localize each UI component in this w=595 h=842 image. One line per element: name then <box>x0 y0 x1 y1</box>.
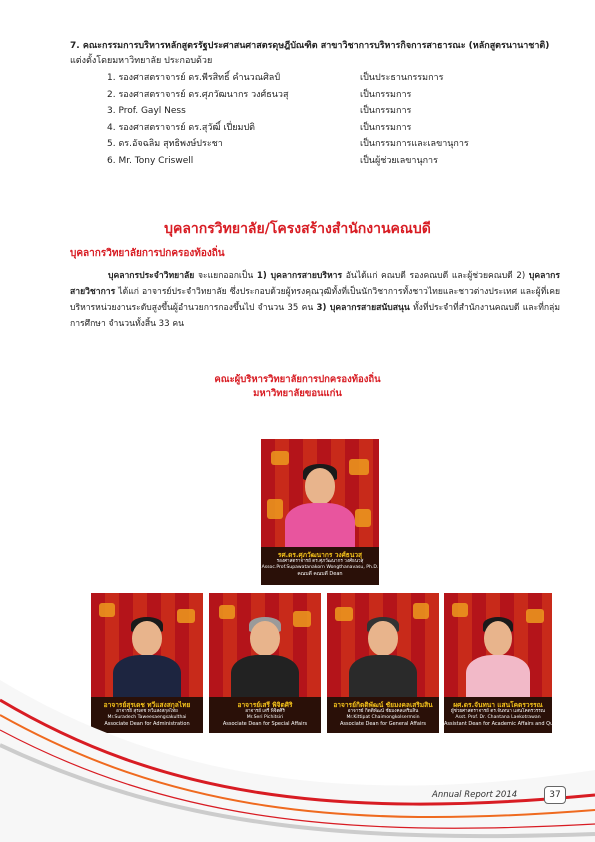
member-row <box>107 70 527 87</box>
associate-name-en: Mr.Seri Pichitsiri <box>246 714 284 720</box>
paragraph-text-3: ได้แก่ อาจารย์ประจำวิทยาลัย ซึ่งประกอบด้วยผู้ทรงคุณวุฒิทั้งที่เป็นนักวิชาการทั้งชาวไทยและชาวต่างประเทศ และผู้ที่เคยบริหารหน่วยงานระดับสูงขึ้นผู้อำนวยการกองขึ้นไป จำนวน 35 คน <box>70 287 560 313</box>
member-name: 3. Prof. Gayl Ness <box>107 106 186 117</box>
committee-title-rest: แต่งตั้งโดยมหาวิทยาลัย ประกอบด้วย <box>70 56 213 66</box>
associate-position: Associate Dean for Administration <box>104 720 190 727</box>
section-title: บุคลากรวิทยาลัย/โครงสร้างสำนักงานคณบดี <box>164 221 431 237</box>
committee-title-bold: 7. คณะกรรมการบริหารหลักสูตรรัฐประศาสนศาสตรดุษฎีบัณฑิต สาขาวิชาการบริหารกิจการสาธารณะ (หลักสูตรนานาชาติ) <box>70 41 550 51</box>
member-name: 6. Mr. Tony Criswell <box>107 155 194 166</box>
caption-line-2: มหาวิทยาลัยขอนแก่น <box>253 388 342 399</box>
member-role: เป็นผู้ช่วยเลขานุการ <box>360 155 438 166</box>
dean-position: คณบดี คณบดี Dean <box>297 571 343 578</box>
paragraph-bold-4: 3) บุคลากรสายสนับสนุน <box>316 303 410 313</box>
member-row <box>107 120 527 137</box>
associate-name: อาจารย์กิตติพัฒน์ ชัยมงคลเสริมสิน <box>333 700 433 709</box>
paragraph-text-4: ทั้งที่ประจำที่สำนักงานคณบดี และที่กลุ่มการศึกษา จำนวนทั้งสิ้น 33 คน <box>70 303 560 329</box>
dean-name-en: Assoc.Prof.Supawatanakorn Wongthanavasu, Ph.D. <box>261 565 379 571</box>
dean-portrait <box>261 439 379 585</box>
personnel-paragraph <box>70 268 560 332</box>
dean-name: รศ.ดร.ศุภวัฒนากร วงศ์ธนวสุ <box>277 551 363 560</box>
associate-name-en: Mr.Suradech Taweesaengsakulthai <box>107 714 187 720</box>
associate-name: อาจารย์เสรี พิจิตศิริ <box>237 700 293 709</box>
member-row <box>107 103 527 120</box>
member-role: เป็นประธานกรรมการ <box>360 73 444 83</box>
member-name: 2. รองศาสตราจารย์ ดร.ศุภวัฒนากร วงศ์ธนวสุ <box>107 89 289 100</box>
member-role: เป็นกรรมการ <box>360 106 412 117</box>
associate-position: Associate Dean for General Affairs <box>339 720 426 727</box>
member-row <box>107 136 527 153</box>
member-row <box>107 153 527 170</box>
member-name: 5. ดร.อัจฉลิม สุทธิพงษ์ประชา <box>107 139 223 150</box>
committee-member-list <box>107 70 527 170</box>
member-role: เป็นกรรมการ <box>360 89 412 100</box>
footer-report-label: Annual Report 2014 <box>432 790 518 800</box>
member-row <box>107 87 527 104</box>
associate-role-th: ผู้ช่วยศาสตราจารย์ ดร.จันทนา แสนโคตรวรรณ <box>451 708 545 714</box>
paragraph-bold-2: 1) บุคลากรสายบริหาร <box>256 271 343 281</box>
paragraph-bold-1: บุคลากรประจำวิทยาลัย <box>108 271 195 281</box>
photo-caption <box>0 373 595 401</box>
associate-role-th: อาจารย์ เสรี พิจิตศิริ <box>245 708 285 714</box>
subsection-title: บุคลากรวิทยาลัยการปกครองท้องถิ่น <box>70 248 225 259</box>
associate-position: Associate Dean for Special Affairs <box>222 720 308 727</box>
decorative-swoosh <box>0 620 595 842</box>
page-number: 37 <box>544 786 566 804</box>
associate-name-en: Asst. Prof. Dr. Chantana Laekotrawan <box>455 714 541 720</box>
paragraph-bold-3: บุคลากรสายวิชาการ <box>70 271 561 297</box>
associate-name: ผศ.ดร.จันทนา แสนโคตรวรรณ <box>453 700 543 709</box>
associate-position: Assistant Dean for Academic Affairs and Quality Assurance <box>444 720 592 727</box>
member-role: เป็นกรรมการ <box>360 122 412 133</box>
paragraph-text-2: อันได้แก่ คณบดี รองคณบดี และผู้ช่วยคณบดี 2) <box>342 271 529 281</box>
committee-title <box>70 39 555 69</box>
dean-name-strip <box>261 547 379 585</box>
associate-name: อาจารย์สุรเดช ทวีแสงสกุลไทย <box>103 700 191 709</box>
paragraph-text-1: จะแยกออกเป็น <box>194 271 257 281</box>
dean-role-th: รองศาสตราจารย์ ดร.ศุภวัฒนากร วงศ์ธนวสุ <box>276 559 364 565</box>
member-role: เป็นกรรมการและเลขานุการ <box>360 139 469 150</box>
caption-line-1: คณะผู้บริหารวิทยาลัยการปกครองท้องถิ่น <box>214 374 381 385</box>
member-name: 4. รองศาสตราจารย์ ดร.สุวัฒิ์ เปี่ยมปติ <box>107 122 255 133</box>
associate-role-th: อาจารย์ กิตติพัฒน์ ชัยมงคลเสริมสิน <box>347 708 419 714</box>
associate-role-th: อาจารย์ สุรเดช ทวีแสงสกุลไทย <box>116 708 178 714</box>
associate-name-en: Mr.Kittipat Chaimongkolsermsin <box>346 714 420 720</box>
member-name: 1. รองศาสตราจารย์ ดร.พีรสิทธิ์ คำนวณศิลป์ <box>107 73 281 83</box>
